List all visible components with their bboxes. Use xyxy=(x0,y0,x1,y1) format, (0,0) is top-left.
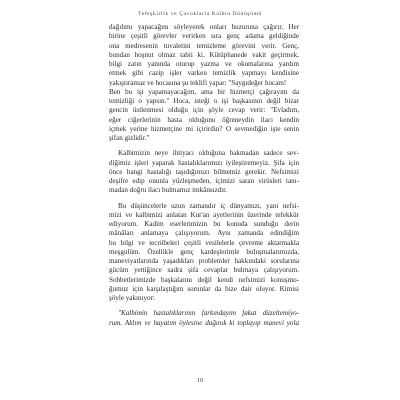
text-line: ediyorum. Kadim eserlerimizin bu konuda sunduğu derin xyxy=(109,220,299,228)
text-line: temizliği o yapsın." Hoca, isteği o işi başkasının değil bizar xyxy=(109,97,299,105)
text-line: bundan hoşnut olmaz tabii ki. Kütüphanede vakit geçirmek, xyxy=(109,50,299,59)
text-line: madan doğru ilacı bulmamız imkânsızdır. xyxy=(109,186,228,195)
text-line: önce hangi hastalığı taşıdığımızı bilmemiz gerekir. Nefsimizi xyxy=(109,167,299,176)
text-line: meşgulüm. Özellikle genç kardeşlerimle buluşmalarımızda, xyxy=(109,247,299,256)
text-line: ğumuz için karşılaştığım sorunlar da bize dair oluyor. Kimisi xyxy=(109,284,299,293)
text-line: Bu düşüncelerle uzun zamandır iç dünyamızı, yani nefsi- xyxy=(118,201,299,210)
text-line: gücüm yettiğince sadra şifa cevaplar bulmaya çalışıyorum. xyxy=(109,266,299,275)
text-line: Kalbimizin neye ihtiyacı olduğuna bakmadan sadece sev- xyxy=(118,149,299,158)
page-number: 10 xyxy=(196,377,204,384)
text-line: deşifre edip onunla yüzleşmeden, içimizi saran virüsleri tanı- xyxy=(109,177,299,185)
text-line: Sohbetlerimizde başkalarını değil kendi nefsimizi konuşmo- xyxy=(109,275,299,284)
text-line: eğer ciğerlerinin hasta olduğunu öğreneydin ilacı kendin xyxy=(109,115,299,124)
text-line: içmek yerine hizmetçine mi içirirdin? O sevmediğin işte senin xyxy=(109,124,299,133)
quote-paragraph xyxy=(109,309,299,328)
paragraph xyxy=(109,23,299,143)
body-text xyxy=(109,23,299,328)
text-line: bu bilgi ve tecrübeleri çeşitli vesilelerle çevreme aktarmakla xyxy=(109,238,299,247)
text-line: maneviyatlarında yaşadıkları problemler hakkındaki sorularına xyxy=(109,257,299,265)
text-line: mizi ve kalbimizi anlatan Kur'an ayetlerinin üzerinde tefekkür xyxy=(109,210,299,219)
text-line: şifan gizlidir." xyxy=(109,134,150,142)
text-line: "Kalbimin hastalıklarının farkındayım fakat düzeltemiyo- xyxy=(118,309,299,318)
text-line: mânâları anlamaya çalışıyorum. Aynı zamanda edindiğim xyxy=(109,229,299,238)
text-line: etmek gibi cazip işler varken temizlik yapmayı kendisine yakıştıramaz ve hocasına şu teklifi yapar: "Saygıdeğer hocam! xyxy=(109,69,299,87)
text-line: rum. Aklım ve hayatım öylesine dağınık ki toplayıp manevi yola xyxy=(109,318,299,327)
text-line: birine çeşitli görevler verirken sıra genç adama geldiğinde xyxy=(109,32,299,41)
text-line: dağılımı yapacağını söyleyerek onları huzuruna çağırır. Her xyxy=(109,23,299,31)
text-line: gencin üstlenmesi olduğu için şöyle cevap verir: "Evladım, xyxy=(109,106,299,115)
text-line: ona medresenin tuvaletini temizleme görevini verir. Genç, xyxy=(109,41,299,50)
text-line: bilgi zatın yanında oturup yazma ve okumalarına yardım xyxy=(109,60,299,68)
paragraph xyxy=(109,202,299,304)
text-line: diğimiz işleri yaparak hastalıklarımızı iyileştiremeyiz. Şifa için xyxy=(109,158,299,167)
running-header: Tefeşkirlik ve Çocuklarla Kalbin Dönüşümü xyxy=(138,11,262,17)
text-line: Ben bu işi yapamayacağım, ama bir hizmetçi çağırayım da xyxy=(109,87,299,96)
text-line: şöyle yakınıyor: xyxy=(109,294,155,302)
paragraph xyxy=(109,149,299,195)
